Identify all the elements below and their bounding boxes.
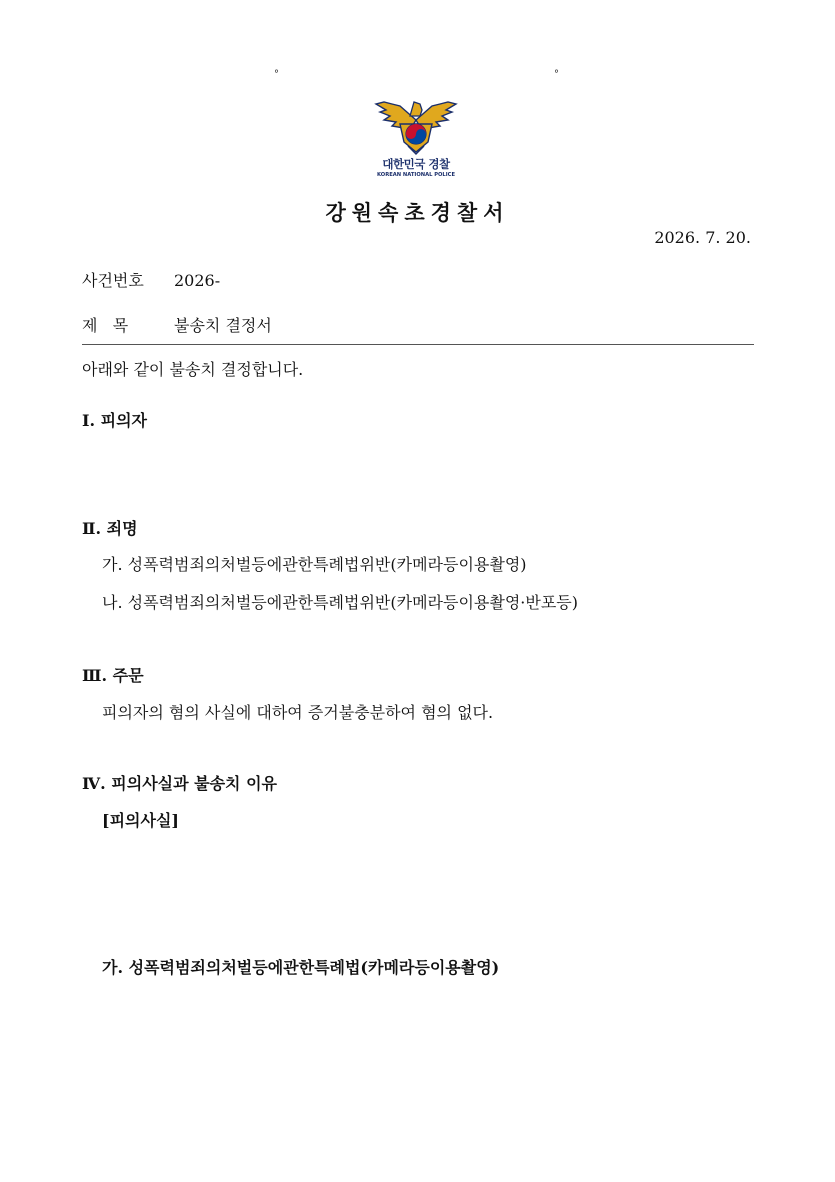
- section-1-heading: Ⅰ. 피의자: [82, 411, 147, 430]
- section-2-heading: Ⅱ. 죄명: [82, 519, 138, 538]
- subject-label: 제 목: [82, 316, 129, 335]
- charge-item-b: 나. 성폭력범죄의처벌등에관한특례법위반(카메라등이용촬영·반포등): [102, 593, 578, 612]
- facts-item-a: 가. 성폭력범죄의처벌등에관한특례법(카메라등이용촬영): [102, 958, 500, 977]
- police-logo: [370, 100, 462, 188]
- top-mark-right: °: [554, 69, 559, 80]
- office-title: 강원속초경찰서: [325, 200, 510, 225]
- subject-value: 불송치 결정서: [174, 316, 272, 335]
- case-number-value: 2026-: [174, 271, 221, 290]
- case-number-row: [82, 268, 220, 291]
- charge-item-a: 가. 성폭력범죄의처벌등에관한특례법위반(카메라등이용촬영): [102, 555, 527, 574]
- section-3-heading: Ⅲ. 주문: [82, 666, 144, 685]
- alleged-facts-label: [피의사실]: [102, 811, 179, 830]
- case-number-label: 사건번호: [82, 271, 144, 290]
- document-date: 2026. 7. 20.: [654, 228, 751, 247]
- section-4-heading: Ⅳ. 피의사실과 불송치 이유: [82, 774, 277, 793]
- logo-text-korean: 대한민국 경찰: [382, 157, 450, 171]
- disposition-text: 피의자의 혐의 사실에 대하여 증거불충분하여 혐의 없다.: [102, 703, 494, 722]
- police-eagle-emblem-icon: [370, 100, 462, 156]
- top-mark-left: °: [274, 69, 279, 80]
- logo-text-english: KOREAN NATIONAL POLICE: [377, 172, 455, 178]
- header-divider: [82, 344, 754, 345]
- intro-text: 아래와 같이 불송치 결정합니다.: [82, 360, 304, 379]
- subject-row: [82, 313, 272, 336]
